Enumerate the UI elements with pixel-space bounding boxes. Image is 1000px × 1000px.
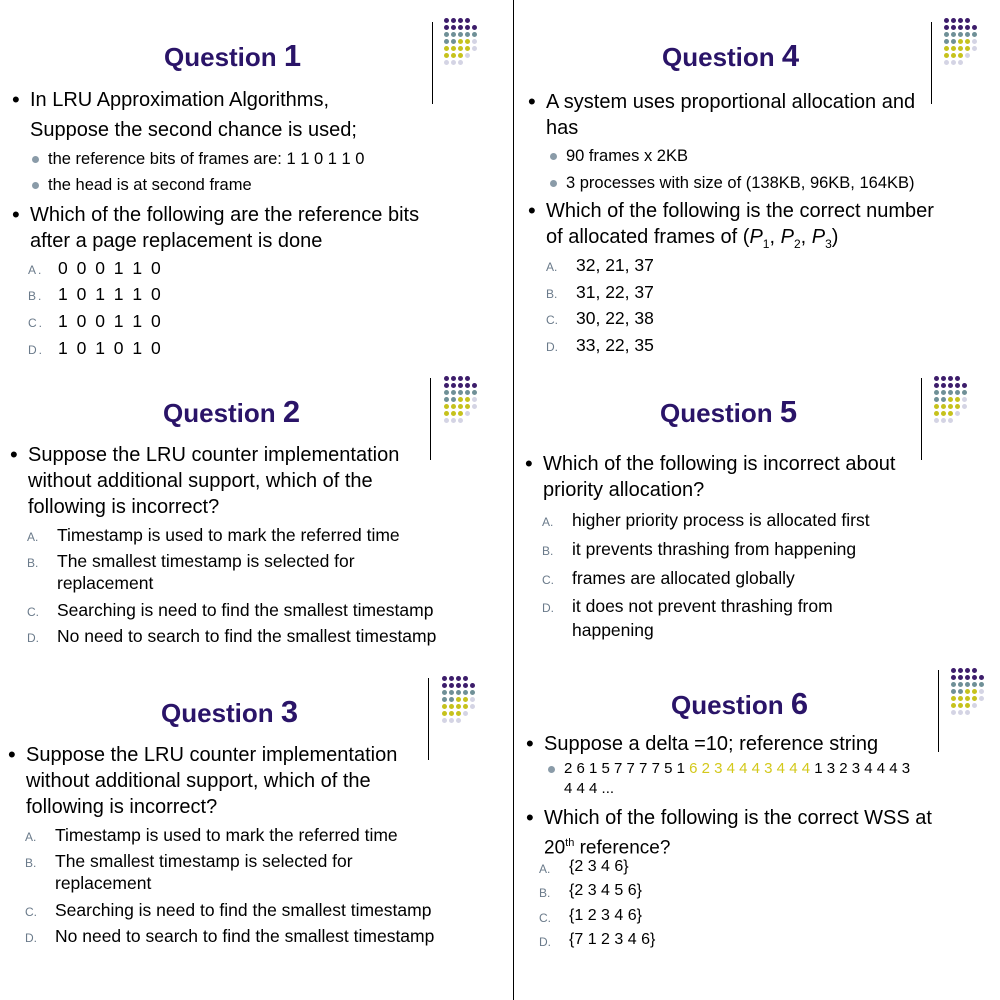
decorative-dot (449, 697, 454, 702)
decorative-dot (951, 668, 956, 673)
decorative-dot (965, 18, 970, 23)
option-b: B. {2 3 4 5 6} (539, 882, 642, 900)
question-6-reference-string-cont: 4 4 4 ... (564, 780, 615, 797)
option-c: C. 30, 22, 38 (546, 308, 654, 328)
decorative-dot (465, 397, 470, 402)
decorative-dot (458, 404, 463, 409)
decorative-dot (965, 46, 970, 51)
decorative-dot (944, 39, 949, 44)
decorative-dot (944, 53, 949, 58)
decorative-dot (449, 676, 454, 681)
decorative-dot (465, 46, 470, 51)
decorative-dot (951, 703, 956, 708)
decorative-dot (444, 53, 449, 58)
decorative-dot (958, 53, 963, 58)
question-4-title: Question 4 (662, 38, 800, 73)
question-4-bullet-2-cont: of allocated frames of ($P_1$, $P_2$, $P_3$) (546, 226, 839, 251)
decorative-dot (955, 411, 960, 416)
decorative-dot (972, 703, 977, 708)
decorative-dot (465, 404, 470, 409)
question-2-title: Question 2 (163, 394, 301, 429)
decorative-dot (444, 390, 449, 395)
decorative-dot (965, 682, 970, 687)
decorative-dot (958, 60, 963, 65)
decorative-dot (444, 60, 449, 65)
decorative-dot (979, 696, 984, 701)
decorative-dot (958, 675, 963, 680)
decorative-dot (944, 46, 949, 51)
decorative-dot (941, 411, 946, 416)
decorative-dot (934, 397, 939, 402)
decorative-dot (948, 383, 953, 388)
decorative-dot (951, 710, 956, 715)
decorative-dot (451, 60, 456, 65)
decorative-dot (965, 703, 970, 708)
decorative-dot (958, 682, 963, 687)
decorative-dot (972, 32, 977, 37)
decorative-dot (948, 404, 953, 409)
decorative-dot (972, 46, 977, 51)
decorative-dot (934, 383, 939, 388)
title-separator-line (931, 22, 932, 104)
decorative-dot (962, 397, 967, 402)
option-d: D. {7 1 2 3 4 6} (539, 931, 656, 949)
decorative-dot (955, 376, 960, 381)
option-b: B. The smallest timestamp is selected for (25, 851, 353, 871)
decorative-dot (951, 675, 956, 680)
decorative-dot (472, 25, 477, 30)
option-b: B. The smallest timestamp is selected for (27, 551, 355, 571)
decorative-dot (965, 689, 970, 694)
decorative-dot (472, 397, 477, 402)
decorative-dot (958, 32, 963, 37)
decorative-dot (951, 25, 956, 30)
decorative-dot (958, 696, 963, 701)
decorative-dot (951, 53, 956, 58)
decorative-dot (451, 418, 456, 423)
question-1-bullet-2: • Which of the following are the reference bits (30, 202, 419, 228)
option-d: D. No need to search to find the smallest timestamp (25, 926, 435, 946)
option-d-cont: happening (572, 620, 654, 640)
decorative-dot (442, 676, 447, 681)
decorative-dot (965, 39, 970, 44)
decorative-dot (444, 411, 449, 416)
decorative-dot (951, 32, 956, 37)
decorative-dot (934, 404, 939, 409)
option-d: D. 1 0 1 0 1 0 (28, 338, 163, 358)
decorative-dot (955, 404, 960, 409)
decorative-dot (962, 404, 967, 409)
decorative-dot (941, 390, 946, 395)
decorative-dot (958, 18, 963, 23)
decorative-dot (465, 390, 470, 395)
decorative-dot (458, 46, 463, 51)
option-b: B. it prevents thrashing from happening (542, 539, 857, 559)
title-separator-line (921, 378, 922, 460)
decorative-dot (958, 46, 963, 51)
decorative-dot (958, 668, 963, 673)
question-1-sub-2: the head is at second frame (48, 176, 252, 194)
decorative-dot (948, 376, 953, 381)
question-1-bullet-2-cont: after a page replacement is done (30, 230, 323, 252)
decorative-dot (944, 25, 949, 30)
decorative-dot (456, 718, 461, 723)
question-5-title: Question 5 (660, 394, 798, 429)
decorative-dot (951, 46, 956, 51)
decorative-dot (463, 690, 468, 695)
decorative-dot (442, 704, 447, 709)
decorative-dot (442, 697, 447, 702)
decorative-dot (442, 690, 447, 695)
decorative-dot (465, 383, 470, 388)
question-4-bullet-1: • A system uses proportional allocation and (546, 89, 915, 115)
option-a: A. higher priority process is allocated first (542, 510, 870, 530)
decorative-dot (972, 25, 977, 30)
decorative-dot (972, 668, 977, 673)
decorative-dot (944, 60, 949, 65)
decorative-dot (458, 32, 463, 37)
decorative-dot (458, 18, 463, 23)
decorative-dot (463, 711, 468, 716)
decorative-dot (972, 675, 977, 680)
decorative-dot (458, 39, 463, 44)
question-5-bullet: • Which of the following is incorrect about (543, 451, 895, 477)
question-3-bullet-cont-2: following is incorrect? (26, 796, 218, 818)
option-a: A. Timestamp is used to mark the referred time (25, 825, 398, 845)
option-b-cont: replacement (57, 573, 154, 593)
question-3-bullet-cont-1: without additional support, which of the (26, 770, 371, 792)
decorative-dot (948, 411, 953, 416)
decorative-dot (451, 32, 456, 37)
decorative-dot (456, 711, 461, 716)
decorative-dot (458, 376, 463, 381)
decorative-dot (465, 32, 470, 37)
decorative-dot (444, 39, 449, 44)
decorative-dot (979, 689, 984, 694)
question-4-bullet-1-cont: has (546, 117, 579, 139)
question-6-bullet-2: • Which of the following is the correct WSS at (544, 805, 932, 831)
option-d: D. No need to search to find the smallest timestamp (27, 626, 437, 646)
decorative-dot (458, 60, 463, 65)
decorative-dot (444, 404, 449, 409)
decorative-dot (965, 668, 970, 673)
decorative-dot (941, 418, 946, 423)
column-divider (513, 0, 514, 1000)
decorative-dot (951, 696, 956, 701)
decorative-dot (449, 718, 454, 723)
decorative-dot (965, 710, 970, 715)
question-1-bullet-1-cont: Suppose the second chance is used; (30, 119, 357, 141)
option-a: A. {2 3 4 6} (539, 858, 629, 876)
decorative-dot (962, 383, 967, 388)
decorative-dot (442, 711, 447, 716)
decorative-dot (965, 32, 970, 37)
option-b-cont: replacement (55, 873, 152, 893)
decorative-dot (472, 404, 477, 409)
decorative-dot (456, 676, 461, 681)
decorative-dot (951, 60, 956, 65)
decorative-dot (951, 682, 956, 687)
option-d: D. 33, 22, 35 (546, 335, 654, 355)
question-2-bullet-cont-1: without additional support, which of the (28, 470, 373, 492)
decorative-dot (449, 711, 454, 716)
option-a: A. 32, 21, 37 (546, 255, 654, 275)
decorative-dot (955, 383, 960, 388)
decorative-dot (442, 683, 447, 688)
decorative-dot (979, 675, 984, 680)
decorative-dot (451, 53, 456, 58)
decorative-dot (451, 25, 456, 30)
decorative-dot (941, 383, 946, 388)
option-c: C. Searching is need to find the smallest timestamp (27, 600, 434, 620)
title-separator-line (428, 678, 429, 760)
question-6-title: Question 6 (671, 686, 809, 721)
question-4-bullet-2: • Which of the following is the correct number (546, 198, 934, 224)
decorative-dot (444, 46, 449, 51)
decorative-dot (451, 397, 456, 402)
decorative-dot (934, 376, 939, 381)
decorative-dot (458, 418, 463, 423)
decorative-dot (449, 683, 454, 688)
decorative-dot (934, 418, 939, 423)
decorative-dot (955, 397, 960, 402)
decorative-dot (444, 376, 449, 381)
decorative-dot (458, 25, 463, 30)
option-a: A. 0 0 0 1 1 0 (28, 258, 163, 278)
decorative-dot (470, 697, 475, 702)
decorative-dot (465, 25, 470, 30)
decorative-dot (965, 696, 970, 701)
decorative-dot (451, 376, 456, 381)
decorative-dot (463, 676, 468, 681)
decorative-dot (941, 376, 946, 381)
option-b: B. 1 0 1 1 1 0 (28, 284, 163, 304)
decorative-dot (470, 690, 475, 695)
decorative-dot (951, 689, 956, 694)
decorative-dot (451, 411, 456, 416)
decorative-dot (451, 46, 456, 51)
decorative-dot (444, 25, 449, 30)
question-2-bullet: • Suppose the LRU counter implementation (28, 442, 399, 468)
question-1-title: Question 1 (164, 38, 302, 73)
decorative-dot (470, 704, 475, 709)
decorative-dot (472, 390, 477, 395)
title-separator-line (430, 378, 431, 460)
decorative-dot (458, 383, 463, 388)
decorative-dot (465, 39, 470, 44)
decorative-dot (962, 390, 967, 395)
decorative-dot (972, 689, 977, 694)
decorative-dot (948, 390, 953, 395)
decorative-dot (465, 53, 470, 58)
option-c: C. {1 2 3 4 6} (539, 907, 642, 925)
decorative-dot (965, 25, 970, 30)
decorative-dot (941, 404, 946, 409)
decorative-dot (472, 39, 477, 44)
decorative-dot (472, 383, 477, 388)
decorative-dot (451, 383, 456, 388)
decorative-dot (472, 46, 477, 51)
question-2-bullet-cont-2: following is incorrect? (28, 496, 220, 518)
decorative-dot (465, 376, 470, 381)
question-3-title: Question 3 (161, 694, 299, 729)
decorative-dot (470, 683, 475, 688)
question-1-bullet-1: • In LRU Approximation Algorithms, (30, 87, 329, 113)
decorative-dot (463, 704, 468, 709)
decorative-dot (958, 25, 963, 30)
option-c: C. 1 0 0 1 1 0 (28, 311, 163, 331)
decorative-dot (934, 390, 939, 395)
decorative-dot (451, 39, 456, 44)
question-4-sub-2: 3 processes with size of (138KB, 96KB, 164KB) (566, 174, 915, 192)
decorative-dot (979, 682, 984, 687)
decorative-dot (965, 675, 970, 680)
decorative-dot (958, 703, 963, 708)
option-c: C. frames are allocated globally (542, 568, 795, 588)
decorative-dot (948, 397, 953, 402)
decorative-dot (934, 411, 939, 416)
decorative-dot (456, 690, 461, 695)
option-c: C. Searching is need to find the smallest timestamp (25, 900, 432, 920)
decorative-dot (972, 696, 977, 701)
question-6-reference-string: 2 6 1 5 7 7 7 7 5 1 6 2 3 4 4 4 3 4 4 4 1 3 2 3 4 4 4 3 (564, 758, 910, 780)
decorative-dot (444, 383, 449, 388)
decorative-dot (463, 683, 468, 688)
decorative-dot (444, 418, 449, 423)
decorative-dot (972, 39, 977, 44)
decorative-dot (444, 18, 449, 23)
title-separator-line (938, 670, 939, 752)
decorative-dot (458, 411, 463, 416)
option-b: B. 31, 22, 37 (546, 282, 654, 302)
option-d: D. it does not prevent thrashing from (542, 596, 833, 616)
decorative-dot (458, 390, 463, 395)
decorative-dot (944, 18, 949, 23)
decorative-dot (951, 39, 956, 44)
decorative-dot (972, 682, 977, 687)
decorative-dot (456, 704, 461, 709)
decorative-dot (465, 411, 470, 416)
decorative-dot (465, 18, 470, 23)
decorative-dot (451, 390, 456, 395)
question-1-sub-1: the reference bits of frames are: 1 1 0 1 1 0 (48, 150, 365, 168)
decorative-dot (965, 53, 970, 58)
question-5-bullet-cont: priority allocation? (543, 479, 705, 501)
decorative-dot (463, 697, 468, 702)
decorative-dot (449, 690, 454, 695)
question-6-bullet-2-cont: 20th reference? (544, 837, 671, 859)
decorative-dot (458, 53, 463, 58)
decorative-dot (948, 418, 953, 423)
decorative-dot (951, 18, 956, 23)
question-4-sub-1: 90 frames x 2KB (566, 147, 688, 165)
decorative-dot (941, 397, 946, 402)
decorative-dot (458, 397, 463, 402)
decorative-dot (451, 18, 456, 23)
decorative-dot (451, 404, 456, 409)
option-a: A. Timestamp is used to mark the referred time (27, 525, 400, 545)
decorative-dot (456, 697, 461, 702)
decorative-dot (449, 704, 454, 709)
question-3-bullet: • Suppose the LRU counter implementation (26, 742, 397, 768)
decorative-dot (472, 32, 477, 37)
question-6-bullet-1: • Suppose a delta =10; reference string (544, 731, 878, 757)
decorative-dot (958, 710, 963, 715)
decorative-dot (958, 689, 963, 694)
decorative-dot (955, 390, 960, 395)
title-separator-line (432, 22, 433, 104)
decorative-dot (456, 683, 461, 688)
decorative-dot (958, 39, 963, 44)
decorative-dot (444, 32, 449, 37)
decorative-dot (944, 32, 949, 37)
decorative-dot (442, 718, 447, 723)
decorative-dot (444, 397, 449, 402)
